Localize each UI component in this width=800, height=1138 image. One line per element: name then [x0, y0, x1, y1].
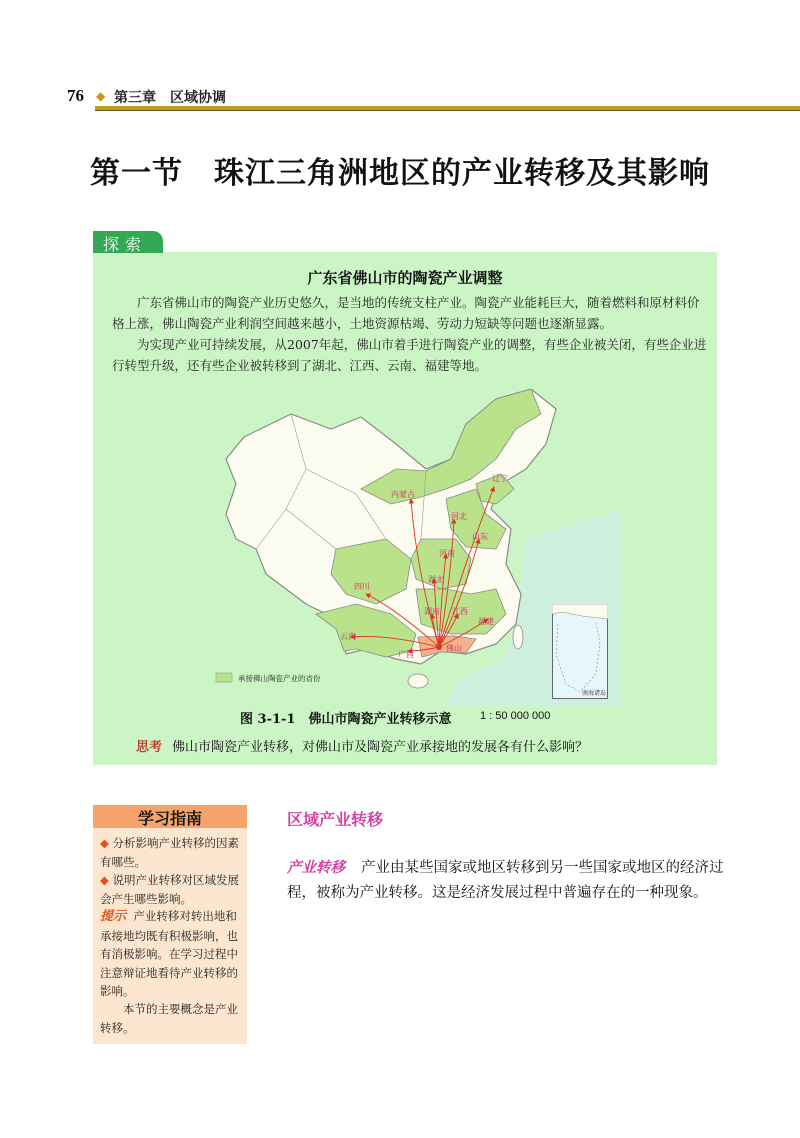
- tip-label: 提示: [100, 909, 127, 924]
- label-yunnan: 云南: [340, 632, 356, 641]
- tip-text: 产业转移对转出地和承接地均既有积极影响，也有消极影响。在学习过程中注意辩证地看待产业转移的影响。: [100, 909, 238, 998]
- explore-paragraph-2: 为实现产业可持续发展，从2007年起，佛山市着手进行陶瓷产业的调整，有些企业被关闭，有些企业进行转型升级，还有些企业被转移到了湖北、江西、云南、福建等地。: [112, 337, 707, 373]
- label-liaoning: 辽宁: [492, 474, 508, 483]
- guide-item-2-text: 说明产业转移对区域发展会产生哪些影响。: [100, 873, 239, 906]
- header-rule-shadow: [95, 110, 800, 111]
- guide-item-2: [100, 871, 246, 908]
- legend-label: 承接佛山陶瓷产业的省份: [238, 674, 321, 683]
- diamond-icon: ◆: [96, 89, 106, 103]
- figure-caption: 图 3-1-1 佛山市陶瓷产业转移示意: [240, 712, 452, 727]
- legend-swatch: [216, 673, 232, 682]
- page-number: 76: [67, 86, 84, 105]
- label-hubei: 湖北: [428, 575, 444, 584]
- explore-title: 广东省佛山市的陶瓷产业调整: [307, 269, 503, 287]
- think-question: 佛山市陶瓷产业转移，对佛山市及陶瓷产业承接地的发展各有什么影响？: [172, 740, 589, 755]
- label-henan: 河南: [439, 549, 455, 558]
- guide-title: 学习指南: [137, 809, 202, 828]
- diamond-bullet-icon: ◆: [100, 836, 113, 850]
- definition-text: 产业由某些国家或地区转移到另一些国家或地区的经济过程，被称为产业转移。这是经济发展过程中普遍存在的一种现象。: [287, 860, 724, 901]
- label-inner-mongolia: 内蒙古: [391, 490, 415, 499]
- explore-tag: [93, 231, 163, 253]
- explore-paragraph-1: 广东省佛山市的陶瓷产业历史悠久，是当地的传统支柱产业。陶瓷产业能耗巨大，随着燃料和原材料价格上涨，佛山陶瓷产业利润空间越来越小，土地资源枯竭、劳动力短缺等问题也逐渐显露。: [112, 295, 700, 331]
- label-hebei: 河北: [451, 512, 467, 521]
- label-sichuan: 四川: [354, 582, 370, 591]
- label-shandong: 山东: [472, 532, 488, 541]
- label-fujian: 福建: [478, 617, 494, 626]
- think-label: 思考: [136, 740, 163, 755]
- south-sea-inset: [552, 604, 608, 699]
- term-label: 产业转移: [287, 859, 345, 876]
- guide-item-1: [100, 834, 246, 871]
- guide-tip: [100, 907, 246, 1001]
- foshan-marker: [436, 644, 442, 650]
- taiwan-island: [513, 625, 523, 649]
- label-hunan: 湖南: [424, 607, 440, 616]
- guide-note: 本节的主要概念是产业转移。: [100, 1002, 238, 1035]
- diamond-bullet-icon: ◆: [100, 873, 113, 887]
- guide-header: [93, 805, 247, 828]
- hainan-island: [408, 674, 428, 688]
- subsection-heading: 区域产业转移: [287, 810, 384, 829]
- chapter-title: 第三章 区域协调: [114, 90, 226, 106]
- label-guangxi: 广西: [398, 650, 414, 659]
- inset-label: 南海诸岛: [582, 690, 607, 697]
- label-foshan: 佛山: [446, 644, 462, 653]
- section-title: 第一节 珠江三角洲地区的产业转移及其影响: [90, 156, 710, 191]
- explore-tag-label: 探索: [103, 235, 148, 254]
- label-jiangxi: 江西: [452, 607, 468, 616]
- figure-scale: 1 : 50 000 000: [480, 710, 551, 722]
- guide-item-1-text: 分析影响产业转移的因素有哪些。: [100, 836, 239, 869]
- definition-paragraph: [287, 855, 727, 906]
